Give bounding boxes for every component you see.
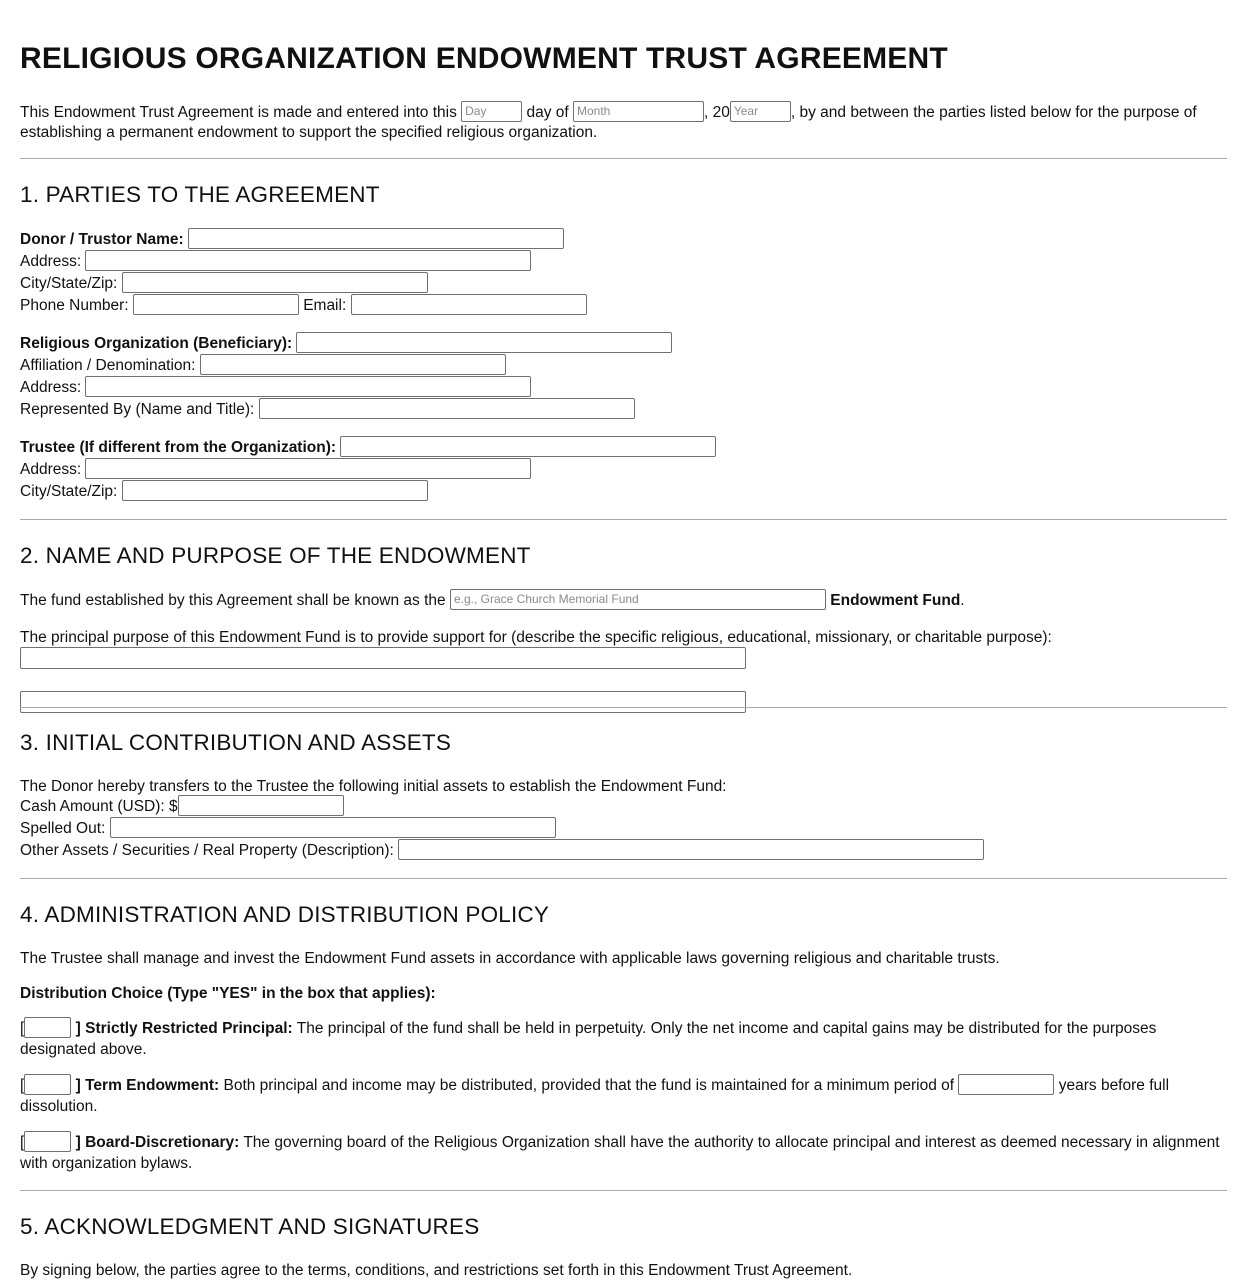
trustee-address-label: Address: <box>20 460 82 478</box>
cash-label: Cash Amount (USD): $ <box>20 797 178 815</box>
trustee-name-input[interactable] <box>340 436 716 457</box>
administration-intro: The Trustee shall manage and invest the Endowment Fund assets in accordance with applicable laws governing religious and charitable trusts. <box>20 950 1000 967</box>
donor-address-row <box>20 250 531 272</box>
section-heading: 3. INITIAL CONTRIBUTION AND ASSETS <box>20 730 452 755</box>
option-restricted-text: The principal of the fund shall be held in perpetuity. Only the net income and capital gains may be distributed for the purposes designated above. <box>20 1020 1157 1059</box>
purpose-input-2[interactable] <box>20 691 746 713</box>
option-board-title: Board-Discretionary: <box>85 1134 240 1151</box>
bracket: [ <box>20 1077 25 1094</box>
fund-name-text: The fund established by this Agreement shall be known as the <box>20 591 446 609</box>
fund-period: . <box>960 591 965 609</box>
cash-amount-input[interactable] <box>178 795 344 816</box>
bracket: ] <box>75 1134 81 1151</box>
section-heading: 1. PARTIES TO THE AGREEMENT <box>20 182 380 207</box>
bracket: ] <box>75 1077 81 1094</box>
intro-text: , 20 <box>704 103 730 121</box>
option-term-text: Both principal and income may be distributed, provided that the fund is maintained for a minimum period of <box>223 1077 955 1094</box>
page-title: RELIGIOUS ORGANIZATION ENDOWMENT TRUST AGREEMENT <box>20 42 948 75</box>
donor-phone-input[interactable] <box>133 294 299 315</box>
signatures-text: By signing below, the parties agree to the terms, conditions, and restrictions set forth in this Endowment Trust Agreement. <box>20 1262 853 1279</box>
org-name-label: Religious Organization (Beneficiary): <box>20 334 293 352</box>
donor-city-row <box>20 272 428 294</box>
intro-text: establishing a permanent endowment to support the specified religious organization. <box>20 124 598 141</box>
fund-name-input[interactable] <box>450 589 826 610</box>
donor-city-label: City/State/Zip: <box>20 274 118 292</box>
org-name-row <box>20 332 672 354</box>
option-board <box>20 1132 1227 1174</box>
fund-name-row <box>20 589 965 611</box>
intro-paragraph <box>20 101 1197 123</box>
donor-phone-label: Phone Number: <box>20 296 129 314</box>
org-rep-row <box>20 398 635 420</box>
contribution-intro: The Donor hereby transfers to the Trustee the following initial assets to establish the Endowment Fund: <box>20 778 727 795</box>
trustee-city-label: City/State/Zip: <box>20 482 118 500</box>
trustee-address-row <box>20 458 531 480</box>
month-input[interactable] <box>573 101 704 122</box>
option-term-text: years before full dissolution. <box>20 1077 1170 1116</box>
trustee-name-row <box>20 436 716 458</box>
day-input[interactable] <box>461 101 522 122</box>
org-name-input[interactable] <box>296 332 672 353</box>
donor-city-input[interactable] <box>122 272 428 293</box>
bracket: ] <box>75 1020 81 1037</box>
other-assets-label: Other Assets / Securities / Real Property (Description): <box>20 841 394 859</box>
purpose-text: The principal purpose of this Endowment Fund is to provide support for (describe the specific religious, educational, missionary, or charitable purpose): <box>20 629 1052 646</box>
org-rep-input[interactable] <box>259 398 635 419</box>
option-board-input[interactable] <box>24 1131 71 1152</box>
option-term-input[interactable] <box>24 1074 71 1095</box>
option-restricted-input[interactable] <box>24 1017 71 1038</box>
donor-name-label: Donor / Trustor Name: <box>20 230 184 248</box>
intro-text: This Endowment Trust Agreement is made and entered into this <box>20 103 457 121</box>
org-affiliation-label: Affiliation / Denomination: <box>20 356 196 374</box>
divider <box>20 158 1227 159</box>
donor-phone-row <box>20 294 587 316</box>
section-heading: 2. NAME AND PURPOSE OF THE ENDOWMENT <box>20 543 531 568</box>
distribution-choice-label <box>20 983 436 1004</box>
donor-address-label: Address: <box>20 252 82 270</box>
year-input[interactable] <box>730 101 791 122</box>
org-address-label: Address: <box>20 378 82 396</box>
divider <box>20 878 1227 879</box>
spelled-label: Spelled Out: <box>20 819 106 837</box>
org-address-row <box>20 376 531 398</box>
trustee-address-input[interactable] <box>85 458 531 479</box>
term-years-input[interactable] <box>958 1074 1054 1095</box>
spelled-out-input[interactable] <box>110 817 556 838</box>
trustee-name-label: Trustee (If different from the Organization): <box>20 438 337 456</box>
divider <box>20 707 1227 708</box>
fund-suffix: Endowment Fund <box>830 591 961 609</box>
donor-address-input[interactable] <box>85 250 531 271</box>
option-restricted-title: Strictly Restricted Principal: <box>85 1020 293 1037</box>
org-affiliation-input[interactable] <box>200 354 506 375</box>
trustee-city-row <box>20 480 428 502</box>
purpose-input-1[interactable] <box>20 647 746 669</box>
spelled-row <box>20 817 556 839</box>
section-heading: 5. ACKNOWLEDGMENT AND SIGNATURES <box>20 1214 480 1239</box>
option-term <box>20 1075 1227 1117</box>
donor-email-label: Email: <box>303 296 347 314</box>
distribution-choice-text: Distribution Choice (Type "YES" in the box that applies): <box>20 985 436 1002</box>
option-board-text: The governing board of the Religious Organization shall have the authority to allocate principal and interest as deemed necessary in alignment with organization bylaws. <box>20 1134 1220 1173</box>
divider <box>20 519 1227 520</box>
section-heading: 4. ADMINISTRATION AND DISTRIBUTION POLICY <box>20 902 550 927</box>
trustee-city-input[interactable] <box>122 480 428 501</box>
divider <box>20 1190 1227 1191</box>
other-assets-input[interactable] <box>398 839 984 860</box>
other-assets-row <box>20 839 984 861</box>
donor-name-row <box>20 228 564 250</box>
org-rep-label: Represented By (Name and Title): <box>20 400 255 418</box>
intro-text: day of <box>526 103 569 121</box>
intro-text: , by and between the parties listed below for the purpose of <box>790 103 1197 121</box>
bracket: [ <box>20 1134 25 1151</box>
donor-name-input[interactable] <box>188 228 564 249</box>
option-term-title: Term Endowment: <box>85 1077 220 1094</box>
bracket: [ <box>20 1020 25 1037</box>
org-affiliation-row <box>20 354 506 376</box>
org-address-input[interactable] <box>85 376 531 397</box>
option-restricted <box>20 1018 1227 1060</box>
donor-email-input[interactable] <box>351 294 587 315</box>
cash-row <box>20 795 344 817</box>
agreement-page <box>20 0 1227 1279</box>
